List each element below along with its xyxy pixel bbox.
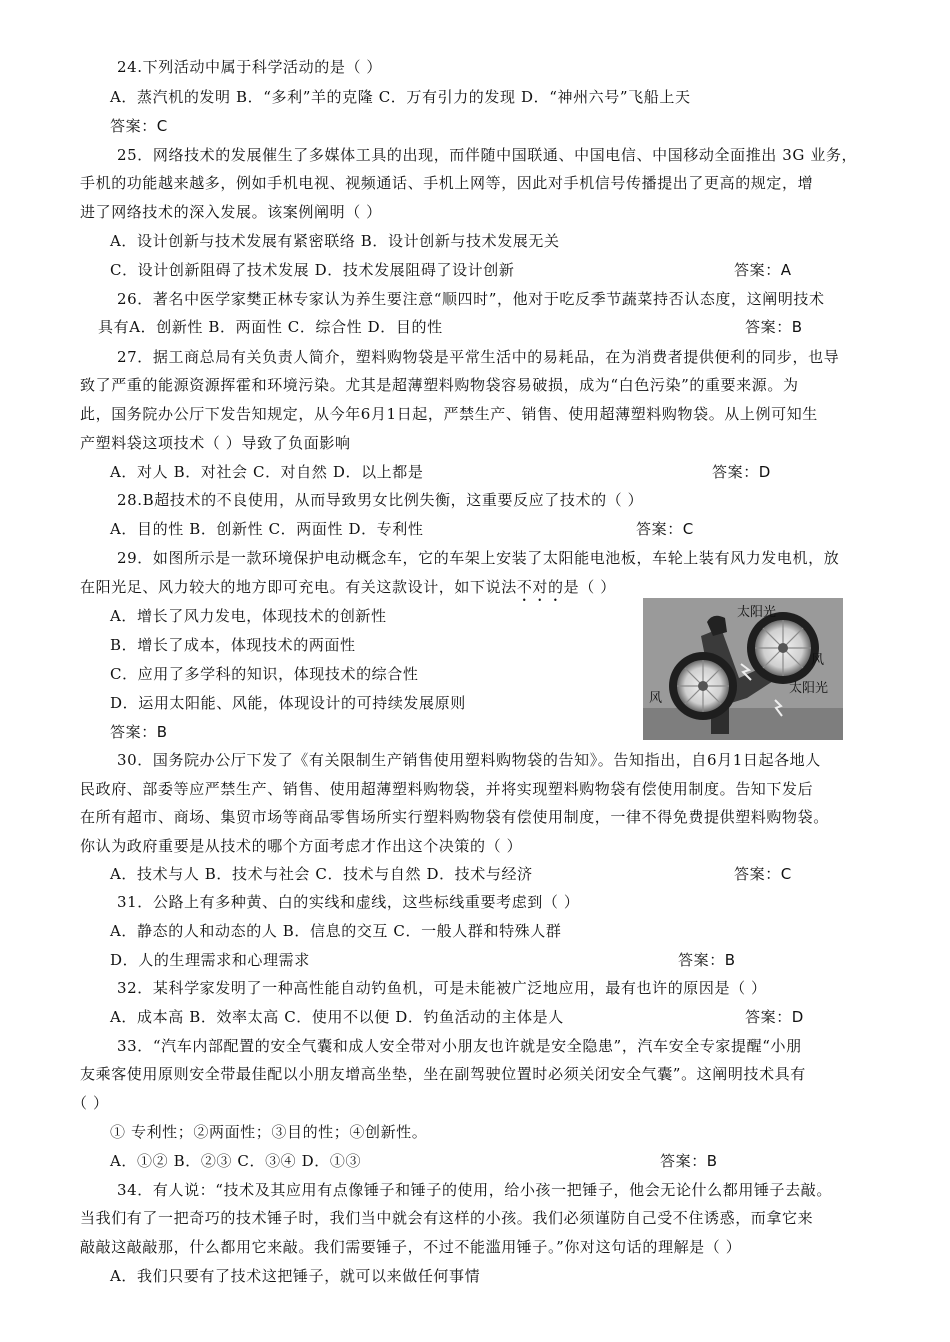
q29-answer: 答案：B: [110, 723, 168, 741]
q33-options: A．①② B．②③ C．③④ D．①③: [110, 1152, 362, 1170]
sun-label-bottom: 太阳光: [789, 681, 829, 696]
q25-options-cd: C．设计创新阻碍了技术发展 D．技术发展阻碍了设计创新: [110, 261, 515, 279]
q28-stem: 28.B超技术的不良使用，从而导致男女比例失衡，这重要反应了技术的（ ）: [117, 491, 644, 509]
concept-car-illustration: [643, 598, 843, 740]
q24-options: A．蒸汽机的发明 B．“多利”羊的克隆 C．万有引力的发现 D．“神州六号”飞船上天: [110, 88, 691, 106]
q27-line2: 致了严重的能源资源挥霍和环境污染。尤其是超薄塑料购物袋容易破损，成为“白色污染”的重要来源。为: [80, 376, 799, 394]
q34-line2: 当我们有了一把奇巧的技术锤子时，我们当中就会有这样的小孩。我们必须谨防自己受不住诱惑，而拿它来: [80, 1209, 814, 1227]
q27-answer: 答案：D: [712, 463, 771, 481]
q33-line3: （ ）: [72, 1094, 109, 1112]
q29-option-c: C．应用了多学科的知识，体现技术的综合性: [110, 665, 419, 683]
q25-line2: 手机的功能越来越多，例如手机电视、视频通话、手机上网等，因此对手机信号传播提出了更高的规定，增: [80, 174, 814, 192]
wind-label-left: 风: [649, 691, 663, 706]
q34-option-a: A．我们只要有了技术这把锤子，就可以来做任何事情: [110, 1267, 481, 1285]
q31-stem: 31．公路上有多种黄、白的实线和虚线，这些标线重要考虑到（ ）: [117, 893, 580, 911]
q29-line1: 29．如图所示是一款环境保护电动概念车，它的车架上安装了太阳能电池板，车轮上装有风力发电机，放: [117, 549, 840, 567]
q29-option-b: B．增长了成本，体现技术的两面性: [110, 636, 356, 654]
q25-line1: 25．网络技术的发展催生了多媒体工具的出现，而伴随中国联通、中国电信、中国移动全面推出 3G 业务，: [117, 146, 858, 164]
q30-options: A．技术与人 B．技术与社会 C．技术与自然 D．技术与经济: [110, 865, 533, 883]
q29-line2-post: 是（ ）: [563, 578, 616, 596]
concept-car-figure: [643, 598, 843, 740]
q25-line3: 进了网络技术的深入发展。该案例阐明（ ）: [80, 203, 382, 221]
q33-answer: 答案：B: [660, 1152, 718, 1170]
q26-answer: 答案：B: [745, 318, 803, 336]
q28-answer: 答案：C: [636, 520, 694, 538]
q29-option-a: A．增长了风力发电，体现技术的创新性: [110, 607, 387, 625]
q33-line1: 33．“汽车内部配置的安全气囊和成人安全带对小朋友也许就是安全隐患”，汽车安全专家提醒“小朋: [117, 1037, 802, 1055]
wind-label-right: 风: [811, 653, 825, 668]
q29-emphasis: 不对的: [516, 578, 564, 596]
q30-answer: 答案：C: [734, 865, 792, 883]
q33-line2: 友乘客使用原则安全带最佳配以小朋友增高坐垫，坐在副驾驶位置时必须关闭安全气囊”。这阐明技术具有: [80, 1065, 806, 1083]
q26-line2: 具有A．创新性 B．两面性 C．综合性 D．目的性: [98, 318, 443, 336]
q31-answer: 答案：B: [678, 951, 736, 969]
q27-options: A．对人 B．对社会 C．对自然 D．以上都是: [110, 463, 424, 481]
q34-line3: 敲敲这敲敲那，什么都用它来敲。我们需要锤子，不过不能滥用锤子。”你对这句话的理解是（ ）: [80, 1238, 742, 1256]
q27-line3: 此，国务院办公厅下发告知规定，从今年6月1日起，严禁生产、销售、使用超薄塑料购物袋。从上例可知生: [80, 405, 818, 423]
q30-line1: 30．国务院办公厅下发了《有关限制生产销售使用塑料购物袋的告知》。告知指出，自6月1日起各地人: [117, 751, 821, 769]
q32-answer: 答案：D: [745, 1008, 804, 1026]
q30-line2: 民政府、部委等应严禁生产、销售、使用超薄塑料购物袋，并将实现塑料购物袋有偿使用制度。告知下发后: [80, 780, 814, 798]
q29-line2: [80, 576, 616, 605]
q31-options-abc: A．静态的人和动态的人 B．信息的交互 C．一般人群和特殊人群: [110, 922, 562, 940]
q26-line1: 26．著名中医学家樊正林专家认为养生要注意“顺四时”，他对于吃反季节蔬菜持否认态度，这阐明技术: [117, 290, 825, 308]
q32-stem: 32．某科学家发明了一种高性能自动钓鱼机，可是未能被广泛地应用，最有也许的原因是（ ）: [117, 979, 767, 997]
q27-line4: 产塑料袋这项技术（ ）导致了负面影响: [80, 434, 351, 452]
q25-answer: 答案：A: [734, 261, 792, 279]
q25-options-ab: A．设计创新与技术发展有紧密联络 B．设计创新与技术发展无关: [110, 232, 560, 250]
q33-choices: ① 专利性；②两面性；③目的性；④创新性。: [110, 1123, 428, 1141]
sun-label-top: 太阳光: [737, 605, 777, 620]
q34-line1: 34．有人说：“技术及其应用有点像锤子和锤子的使用，给小孩一把锤子，他会无论什么都用锤子去敲。: [117, 1181, 832, 1199]
q29-line2-pre: 在阳光足、风力较大的地方即可充电。有关这款设计，如下说法: [80, 578, 517, 596]
q32-options: A．成本高 B．效率太高 C．使用不以便 D．钓鱼活动的主体是人: [110, 1008, 564, 1026]
q27-line1: 27．据工商总局有关负责人简介，塑料购物袋是平常生活中的易耗品，在为消费者提供便利的同步，也导: [117, 348, 840, 366]
q30-line3: 在所有超市、商场、集贸市场等商品零售场所实行塑料购物袋有偿使用制度，一律不得免费提供塑料购物袋。: [80, 808, 829, 826]
q24-stem: 24.下列活动中属于科学活动的是（ ）: [117, 58, 383, 76]
q29-option-d: D．运用太阳能、风能，体现设计的可持续发展原则: [110, 694, 466, 712]
q28-options: A．目的性 B．创新性 C．两面性 D．专利性: [110, 520, 424, 538]
q30-line4: 你认为政府重要是从技术的哪个方面考虑才作出这个决策的（ ）: [80, 837, 523, 855]
q24-answer: 答案：C: [110, 117, 168, 135]
q31-option-d: D．人的生理需求和心理需求: [110, 951, 310, 969]
